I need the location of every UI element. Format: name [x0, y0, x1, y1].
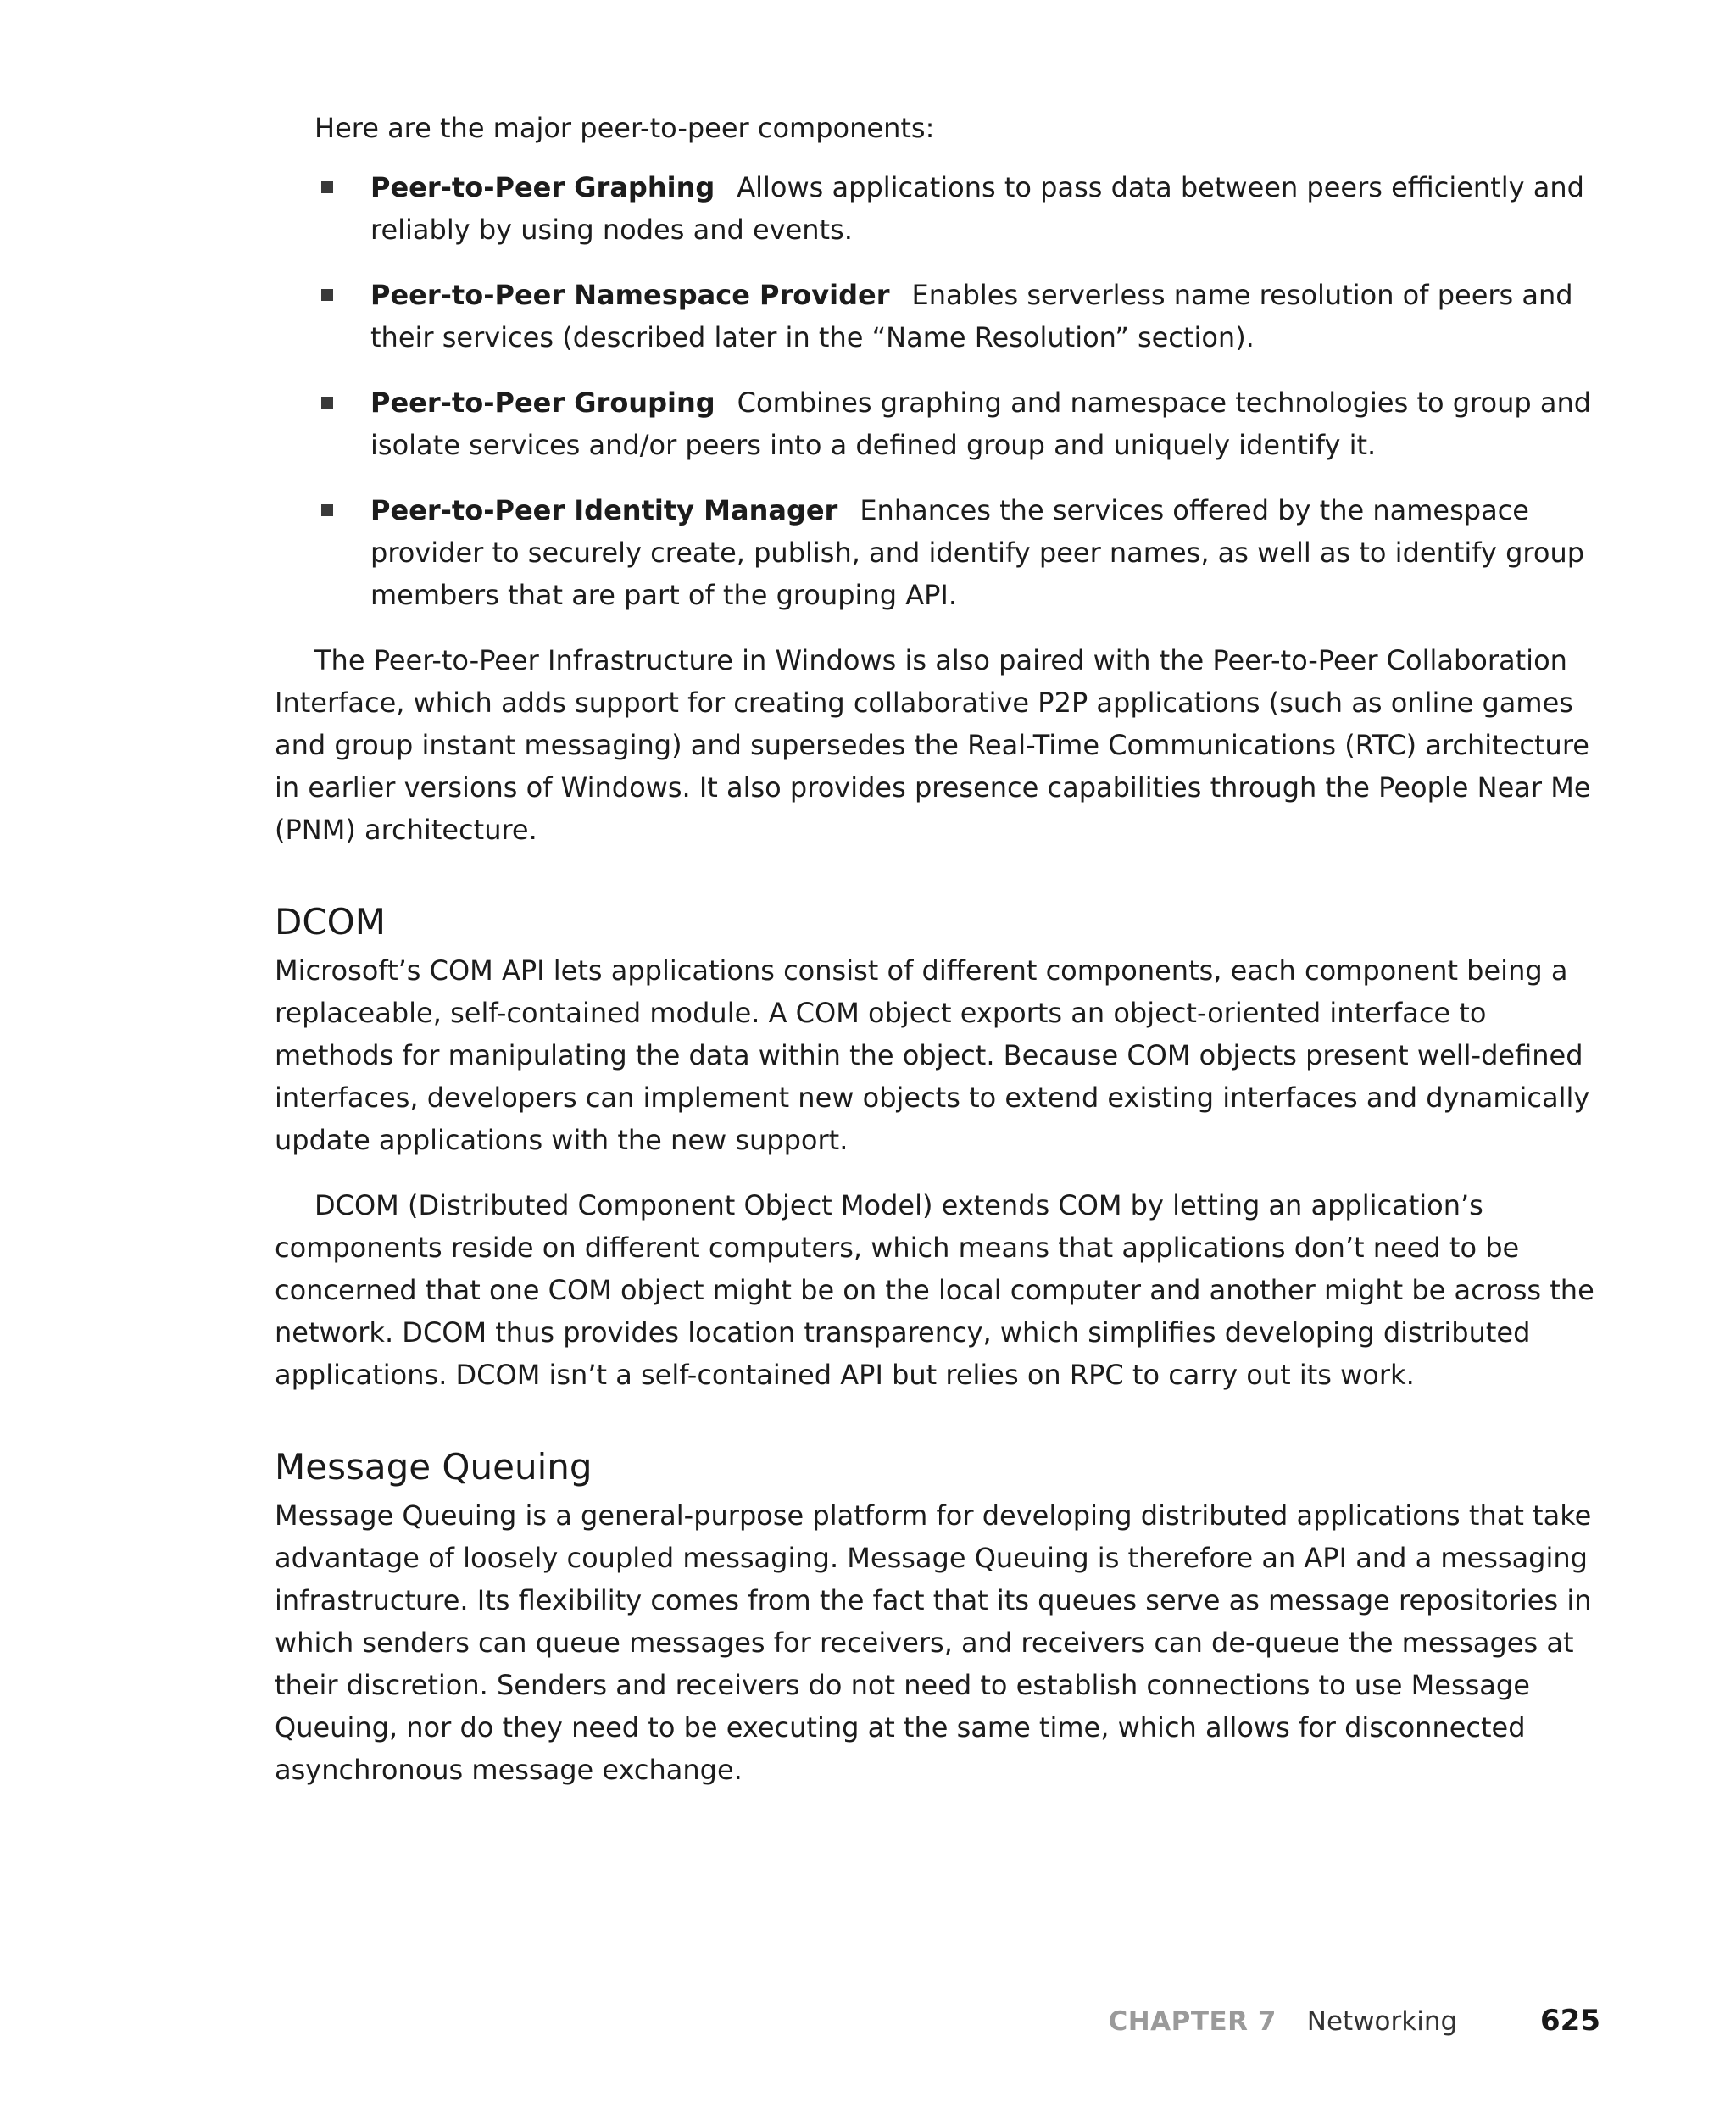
message-queuing-heading: Message Queuing	[275, 1446, 593, 1488]
page-number: 625	[1540, 2004, 1600, 2038]
page-footer	[1108, 2002, 1600, 2040]
square-bullet-icon	[321, 397, 333, 409]
components-list	[275, 166, 1597, 616]
component-desc: Combines graphing and namespace technologies to group and isolate services and/or peers into a defined group and uniquely identify it.	[370, 387, 1592, 461]
component-term: Peer-to-Peer Identity Manager	[370, 494, 838, 526]
square-bullet-icon	[321, 504, 333, 516]
component-desc: Allows applications to pass data between peers efficiently and reliably by using nodes and events.	[370, 171, 1584, 246]
intro-text: Here are the major peer-to-peer components:	[314, 112, 935, 144]
dcom-paragraph-2: DCOM (Distributed Component Object Model) extends COM by letting an application’s components reside on different computers, which means that applications don’t need to be concerned that one COM object might be on the local computer and another might be across the network. DCOM thus provides location transparency, which simplifies developing distributed applications. DCOM isn’t a self-contained API but relies on RPC to carry out its work.	[275, 1189, 1594, 1391]
component-term: Peer-to-Peer Grouping	[370, 387, 715, 419]
component-desc: Enhances the services offered by the namespace provider to securely create, publish, and identify peer names, as well as to identify group members that are part of the grouping API.	[370, 494, 1585, 611]
footer-section: Networking	[1306, 2006, 1458, 2037]
footer-chapter: CHAPTER 7	[1108, 2006, 1277, 2037]
dcom-paragraph-1: Microsoft’s COM API lets applications consist of different components, each component being a replaceable, self-contained module. A COM object exports an object-oriented interface to methods for manipulating the data within the object. Because COM objects present well-defined interfaces, developers can implement new objects to extend existing interfaces and dynamically update applications with the new support.	[275, 954, 1590, 1156]
component-desc: Enables serverless name resolution of peers and their services (described later in the “Name Resolution” section).	[370, 279, 1573, 353]
list-item	[370, 166, 1597, 251]
p2p-paragraph: The Peer-to-Peer Infrastructure in Windows is also paired with the Peer-to-Peer Collaboration Interface, which adds support for creating collaborative P2P applications (such as online games and group instant messaging) and supersedes the Real-Time Communications (RTC) architecture in earlier versions of Windows. It also provides presence capabilities through the People Near Me (PNM) architecture.	[275, 644, 1591, 846]
page-content	[275, 107, 1597, 1791]
component-term: Peer-to-Peer Graphing	[370, 171, 715, 203]
square-bullet-icon	[321, 289, 333, 301]
list-item	[370, 381, 1597, 466]
component-term: Peer-to-Peer Namespace Provider	[370, 279, 890, 311]
list-item	[370, 489, 1597, 616]
dcom-heading: DCOM	[275, 901, 386, 943]
message-queuing-paragraph: Message Queuing is a general-purpose platform for developing distributed applications that take advantage of loosely coupled messaging. Message Queuing is therefore an API and a messaging infrastructure. Its flexibility comes from the fact that its queues serve as message repositories in which senders can queue messages for receivers, and receivers can de-queue the messages at their discretion. Senders and receivers do not need to establish connections to use Message Queuing, nor do they need to be executing at the same time, which allows for disconnected asynchronous message exchange.	[275, 1499, 1592, 1786]
list-item	[370, 274, 1597, 359]
square-bullet-icon	[321, 181, 333, 193]
